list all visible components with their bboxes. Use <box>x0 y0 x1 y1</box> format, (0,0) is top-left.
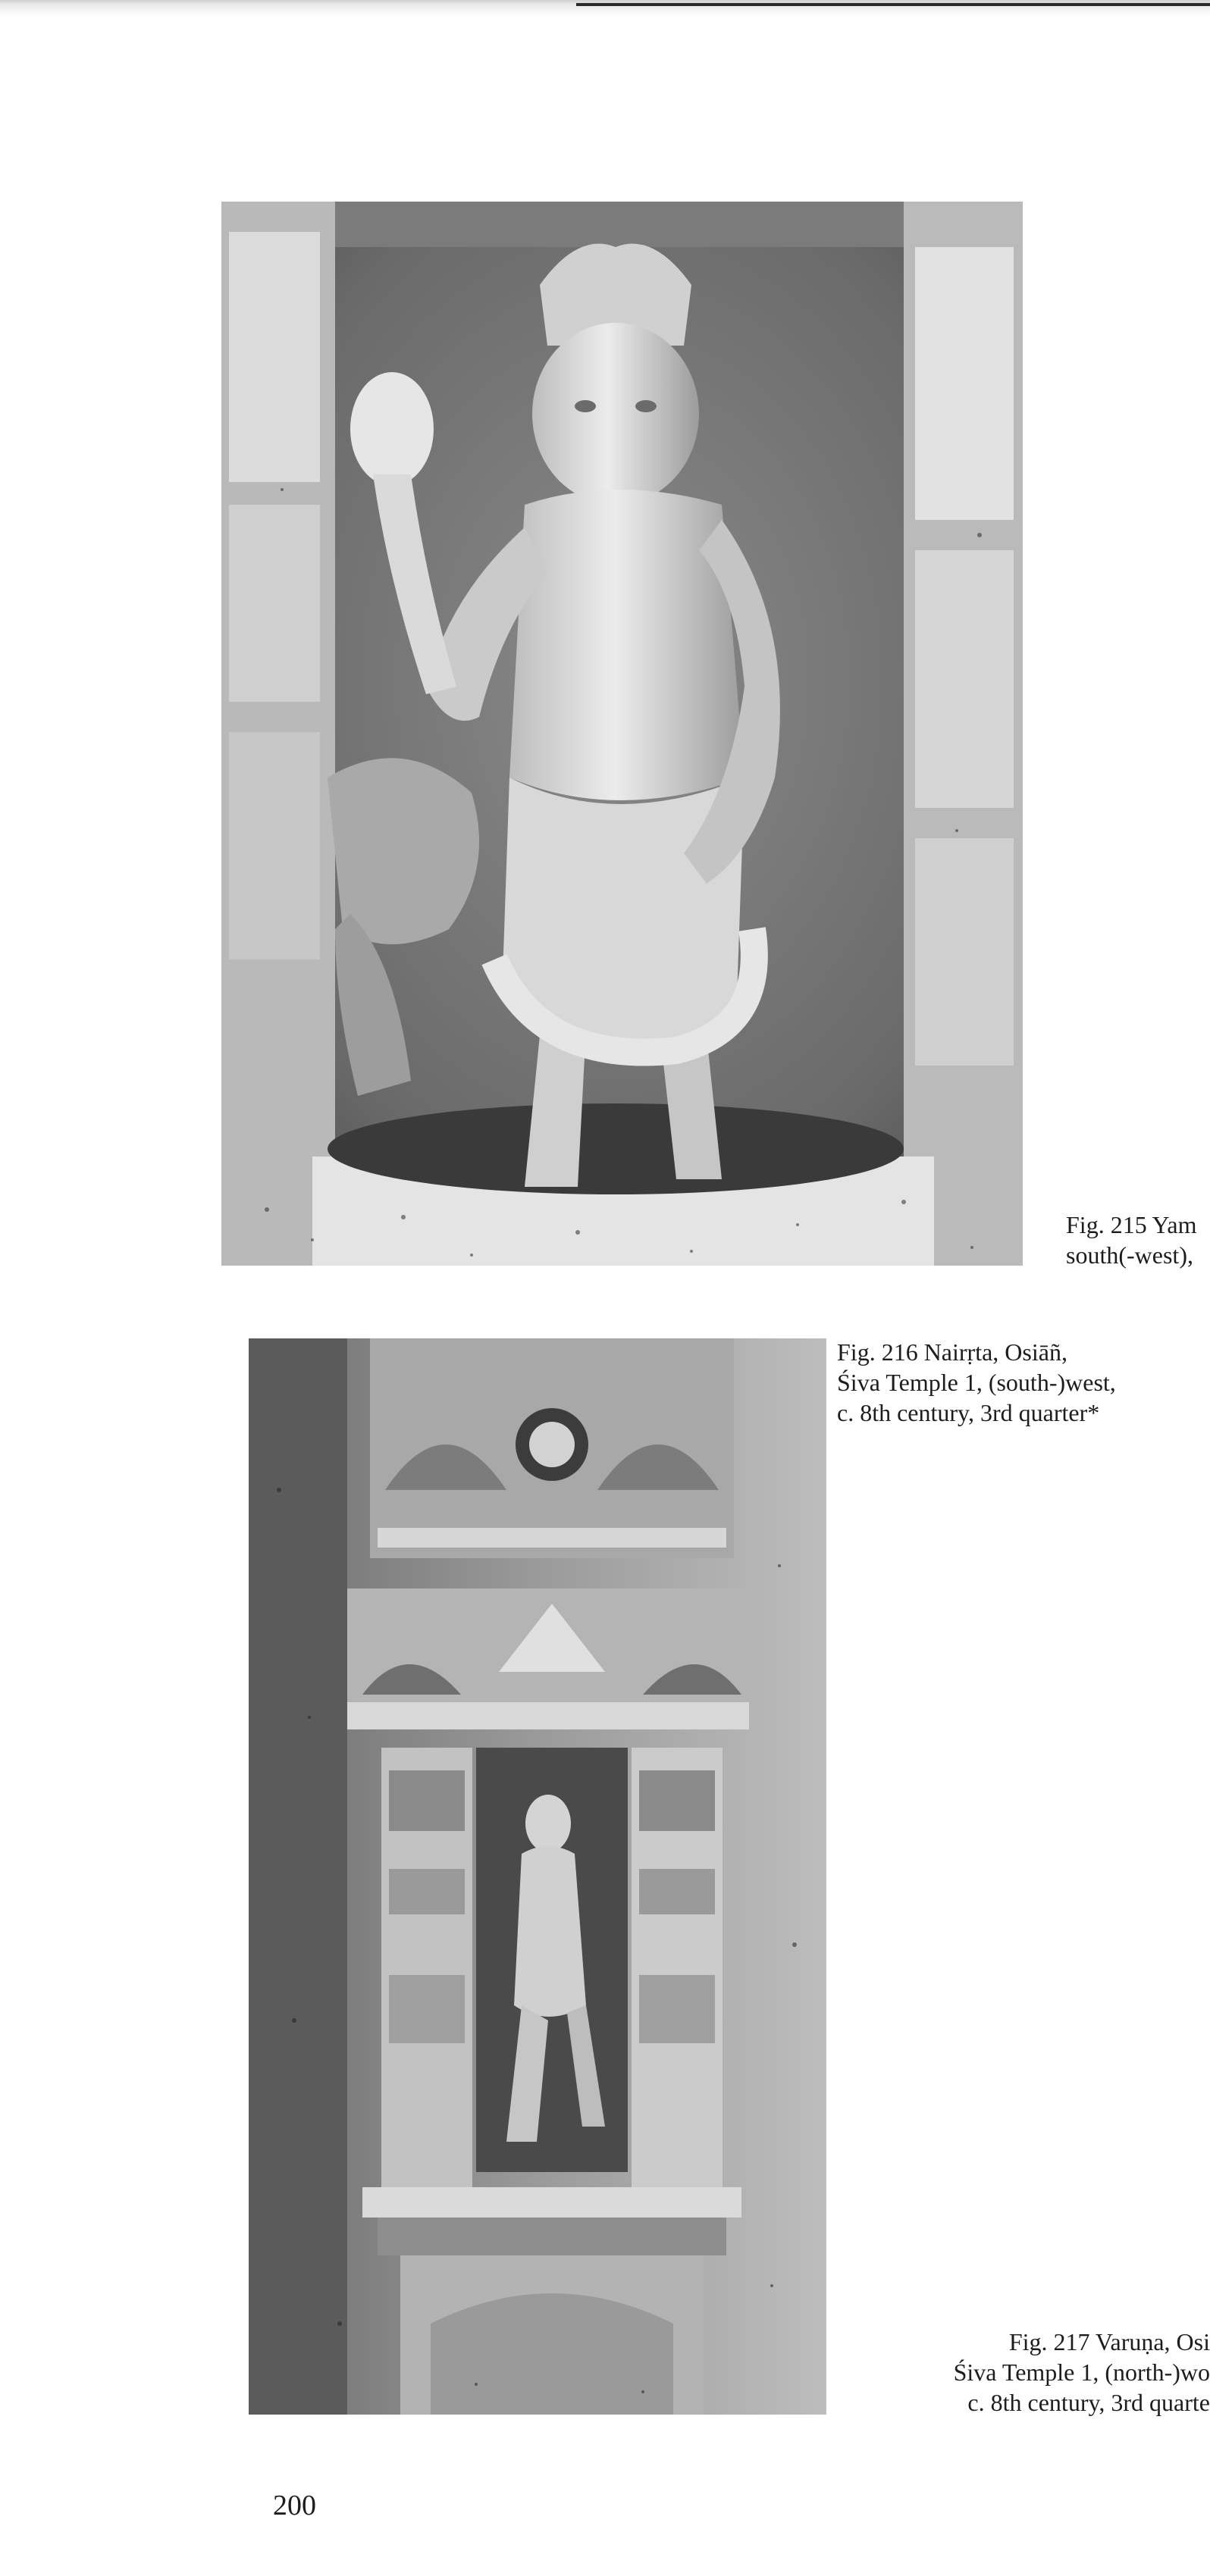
figure-216-caption <box>837 1337 1116 1428</box>
caption-line: south(-west), <box>1066 1241 1193 1269</box>
page-number: 200 <box>273 2490 316 2521</box>
caption-line: c. 8th century, 3rd quarter* <box>837 1399 1100 1426</box>
caption-line: Fig. 216 Nairṛta, Osiāñ, <box>837 1338 1067 1366</box>
caption-line: Śiva Temple 1, (south-)west, <box>837 1369 1116 1396</box>
page-top-edge <box>0 0 1210 23</box>
caption-line: Śiva Temple 1, (north-)wo <box>953 2358 1210 2386</box>
photo-yama-sculpture <box>221 202 1023 1266</box>
figure-217-caption <box>907 2327 1210 2418</box>
caption-line: c. 8th century, 3rd quarte <box>967 2389 1210 2416</box>
photo-nairrta-niche <box>249 1338 826 2415</box>
yama-sculpture-image <box>221 202 1023 1266</box>
caption-line: Fig. 217 Varuṇa, Osi <box>1008 2328 1210 2355</box>
nairrta-niche-image <box>249 1338 826 2415</box>
caption-line: Fig. 215 Yam <box>1066 1211 1197 1238</box>
figure-215-caption <box>1066 1210 1197 1270</box>
